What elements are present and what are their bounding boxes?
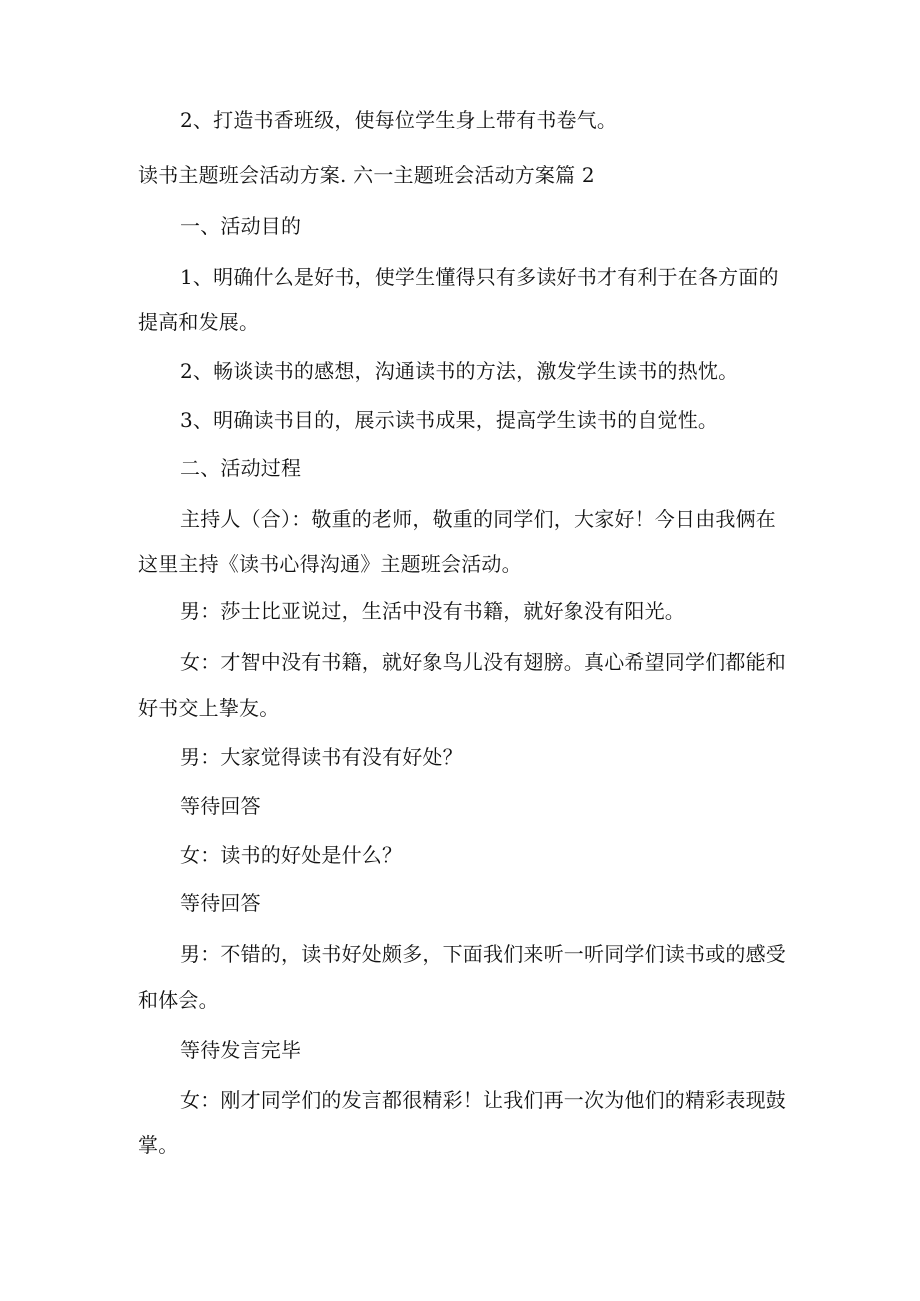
dialogue-male-2: 男：大家觉得读书有没有好处？: [180, 745, 463, 769]
dialogue-female-2: 女：读书的好处是什么？: [180, 843, 403, 867]
goal-item-2: 2、打造书香班级，使每位学生身上带有书卷气。: [180, 108, 618, 132]
dialogue-female-3-cont: 掌。: [138, 1133, 179, 1157]
dialogue-female-1: 女：才智中没有书籍，就好象鸟儿没有翅膀。真心希望同学们都能和: [180, 650, 786, 674]
dialogue-male-3-cont: 和体会。: [138, 988, 219, 1012]
dialogue-male-3: 男：不错的，读书好处颇多，下面我们来听一听同学们读书或的感受: [180, 942, 786, 966]
purpose-item-1-cont: 提高和发展。: [138, 310, 260, 334]
stage-note-wait-2: 等待回答: [180, 891, 261, 915]
heading-activity-process: 二、活动过程: [180, 456, 302, 480]
heading-activity-purpose: 一、活动目的: [180, 214, 302, 238]
purpose-item-1: 1、明确什么是好书，使学生懂得只有多读好书才有利于在各方面的: [180, 265, 779, 289]
dialogue-female-1-cont: 好书交上挚友。: [138, 696, 280, 720]
purpose-item-3: 3、明确读书目的，展示读书成果，提高学生读书的自觉性。: [180, 408, 719, 432]
stage-note-wait-1: 等待回答: [180, 794, 261, 818]
dialogue-female-3: 女：刚才同学们的发言都很精彩！让我们再一次为他们的精彩表现鼓: [180, 1088, 786, 1112]
dialogue-male-1: 男：莎士比亚说过，生活中没有书籍，就好象没有阳光。: [180, 599, 685, 623]
section-title: 读书主题班会活动方案. 六一主题班会活动方案篇 2: [138, 163, 595, 187]
purpose-item-2: 2、畅谈读书的感想，沟通读书的方法，激发学生读书的热忱。: [180, 359, 739, 383]
host-opening-cont: 这里主持《读书心得沟通》主题班会活动。: [138, 552, 522, 576]
stage-note-speeches: 等待发言完毕: [180, 1038, 302, 1062]
host-opening: 主持人（合）：敬重的老师，敬重的同学们，大家好！今日由我俩在: [180, 507, 776, 531]
